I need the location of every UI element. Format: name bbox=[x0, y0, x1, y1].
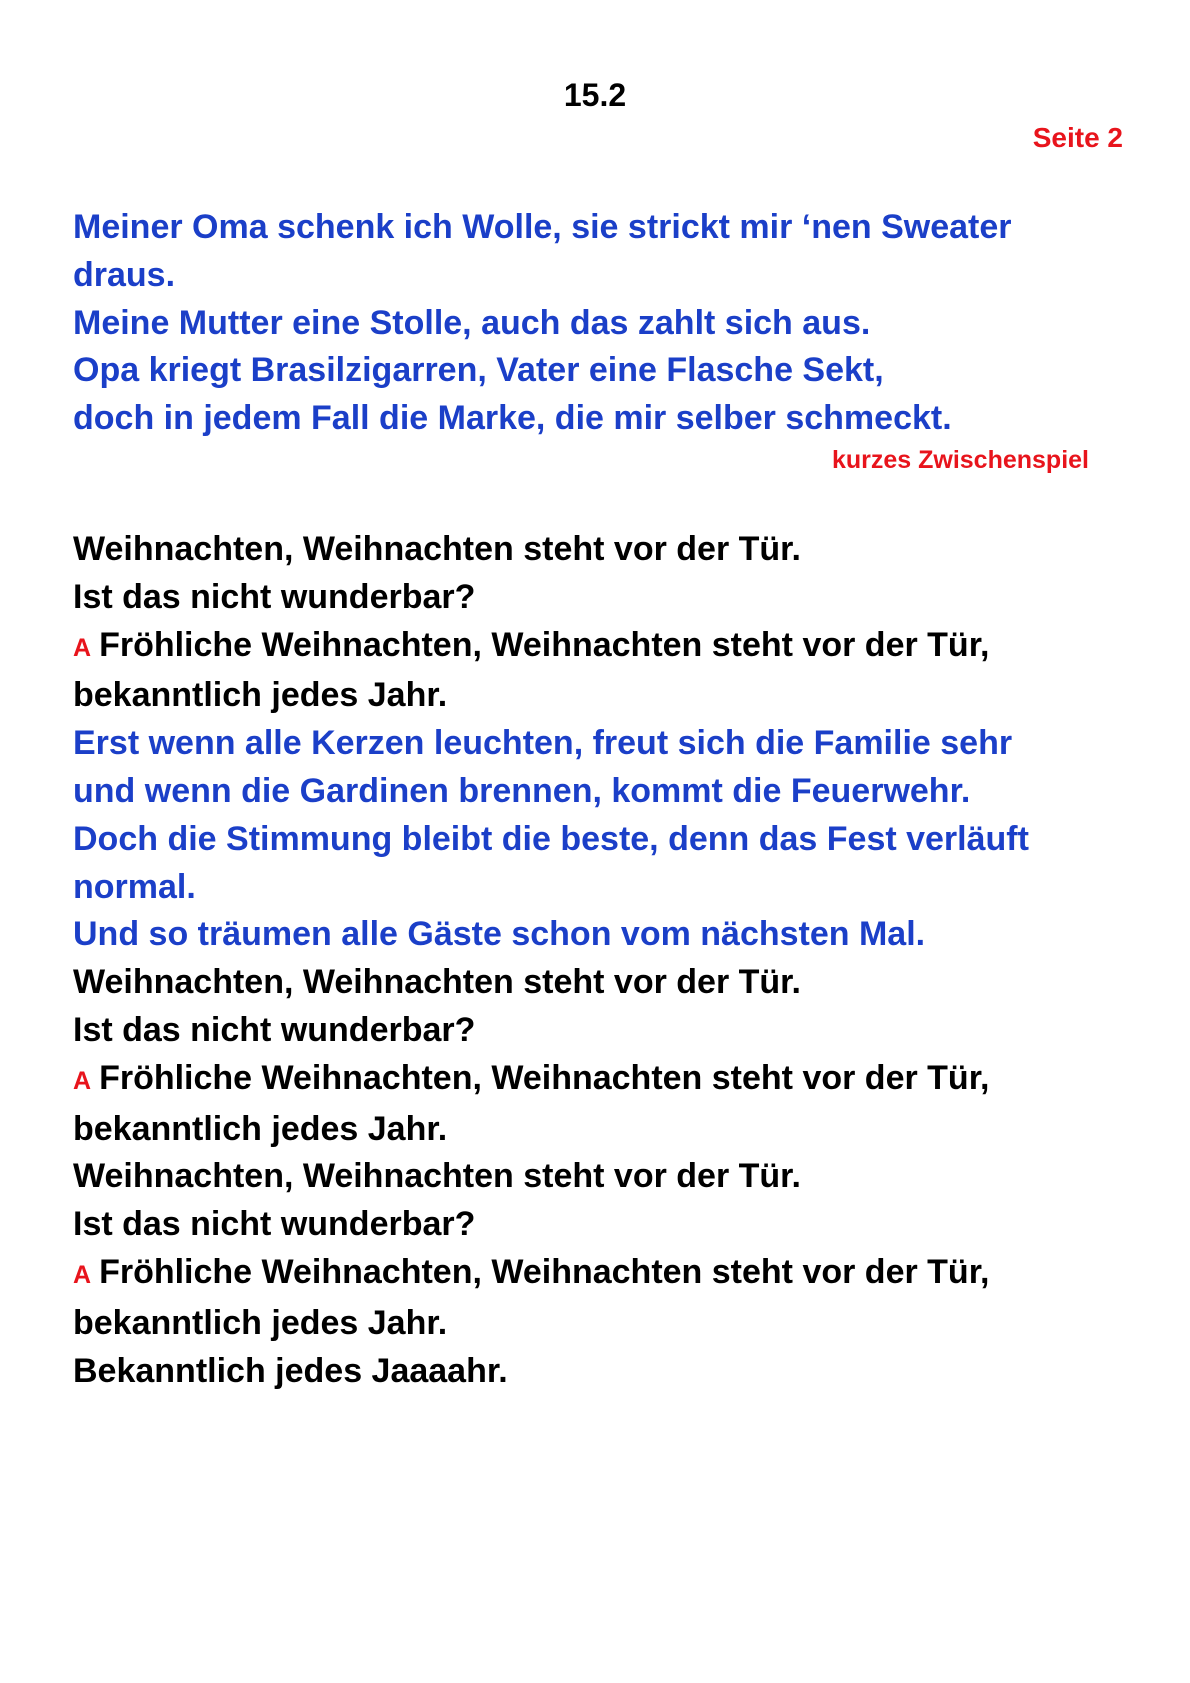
verse-line: doch in jedem Fall die Marke, die mir selber schmeckt. bbox=[73, 399, 952, 438]
song-body bbox=[73, 526, 1133, 1395]
line-text: Ist das nicht wunderbar? bbox=[73, 1010, 476, 1049]
line-text: Fröhliche Weihnachten, Weihnachten steht vor der Tür, bbox=[99, 1252, 990, 1291]
chorus-line bbox=[73, 1348, 1133, 1396]
page-label: Seite 2 bbox=[1032, 122, 1123, 153]
line-text: Weihnachten, Weihnachten steht vor der Tür. bbox=[73, 1157, 801, 1196]
verse-line bbox=[73, 768, 1133, 816]
line-text: normal. bbox=[73, 867, 196, 906]
chorus-line bbox=[73, 622, 1133, 673]
verse-line bbox=[73, 720, 1133, 768]
verse-line bbox=[73, 816, 1133, 864]
line-text: Ist das nicht wunderbar? bbox=[73, 577, 476, 616]
page-number: 15.2 bbox=[563, 77, 627, 113]
chorus-line bbox=[73, 1300, 1133, 1348]
chorus-marker: A bbox=[73, 633, 92, 662]
chorus-line bbox=[73, 672, 1133, 720]
line-text: Fröhliche Weihnachten, Weihnachten steht vor der Tür, bbox=[99, 1058, 990, 1097]
line-text: Weihnachten, Weihnachten steht vor der Tür. bbox=[73, 530, 801, 568]
line-text: bekanntlich jedes Jahr. bbox=[73, 676, 448, 715]
verse-line: Meine Mutter eine Stolle, auch das zahlt sich aus. bbox=[73, 303, 871, 342]
line-text: Bekanntlich jedes Jaaaahr. bbox=[73, 1351, 508, 1390]
line-text: Erst wenn alle Kerzen leuchten, freut sich die Familie sehr bbox=[73, 724, 1013, 763]
chorus-marker: A bbox=[73, 1066, 92, 1095]
chorus-line bbox=[73, 1249, 1133, 1300]
chorus-marker: A bbox=[73, 1260, 92, 1289]
verse-line: Meiner Oma schenk ich Wolle, sie strickt mir ‘nen Sweater bbox=[73, 208, 1012, 246]
verse-line bbox=[73, 911, 1133, 959]
chorus-line bbox=[73, 1201, 1133, 1249]
chorus-line bbox=[73, 1153, 1133, 1201]
line-text: Ist das nicht wunderbar? bbox=[73, 1205, 476, 1244]
verse-line: Opa kriegt Brasilzigarren, Vater eine Flasche Sekt, bbox=[73, 351, 884, 390]
chorus-line bbox=[73, 526, 1133, 574]
line-text: bekanntlich jedes Jahr. bbox=[73, 1303, 448, 1342]
chorus-line bbox=[73, 1007, 1133, 1055]
line-text: Und so träumen alle Gäste schon vom nächsten Mal. bbox=[73, 915, 926, 954]
verse-line: draus. bbox=[73, 255, 176, 294]
chorus-line bbox=[73, 574, 1133, 622]
line-text: Doch die Stimmung bleibt die beste, denn das Fest verläuft bbox=[73, 819, 1029, 858]
line-text: Weihnachten, Weihnachten steht vor der Tür. bbox=[73, 963, 801, 1002]
chorus-line bbox=[73, 1106, 1133, 1154]
interlude-note: kurzes Zwischenspiel bbox=[831, 446, 1089, 474]
verse-line bbox=[73, 864, 1133, 912]
line-text: und wenn die Gardinen brennen, kommt die Feuerwehr. bbox=[73, 771, 971, 810]
chorus-line bbox=[73, 1055, 1133, 1106]
line-text: Fröhliche Weihnachten, Weihnachten steht vor der Tür, bbox=[99, 625, 990, 664]
verse-1 bbox=[73, 204, 1133, 443]
chorus-line bbox=[73, 959, 1133, 1007]
line-text: bekanntlich jedes Jahr. bbox=[73, 1109, 448, 1148]
